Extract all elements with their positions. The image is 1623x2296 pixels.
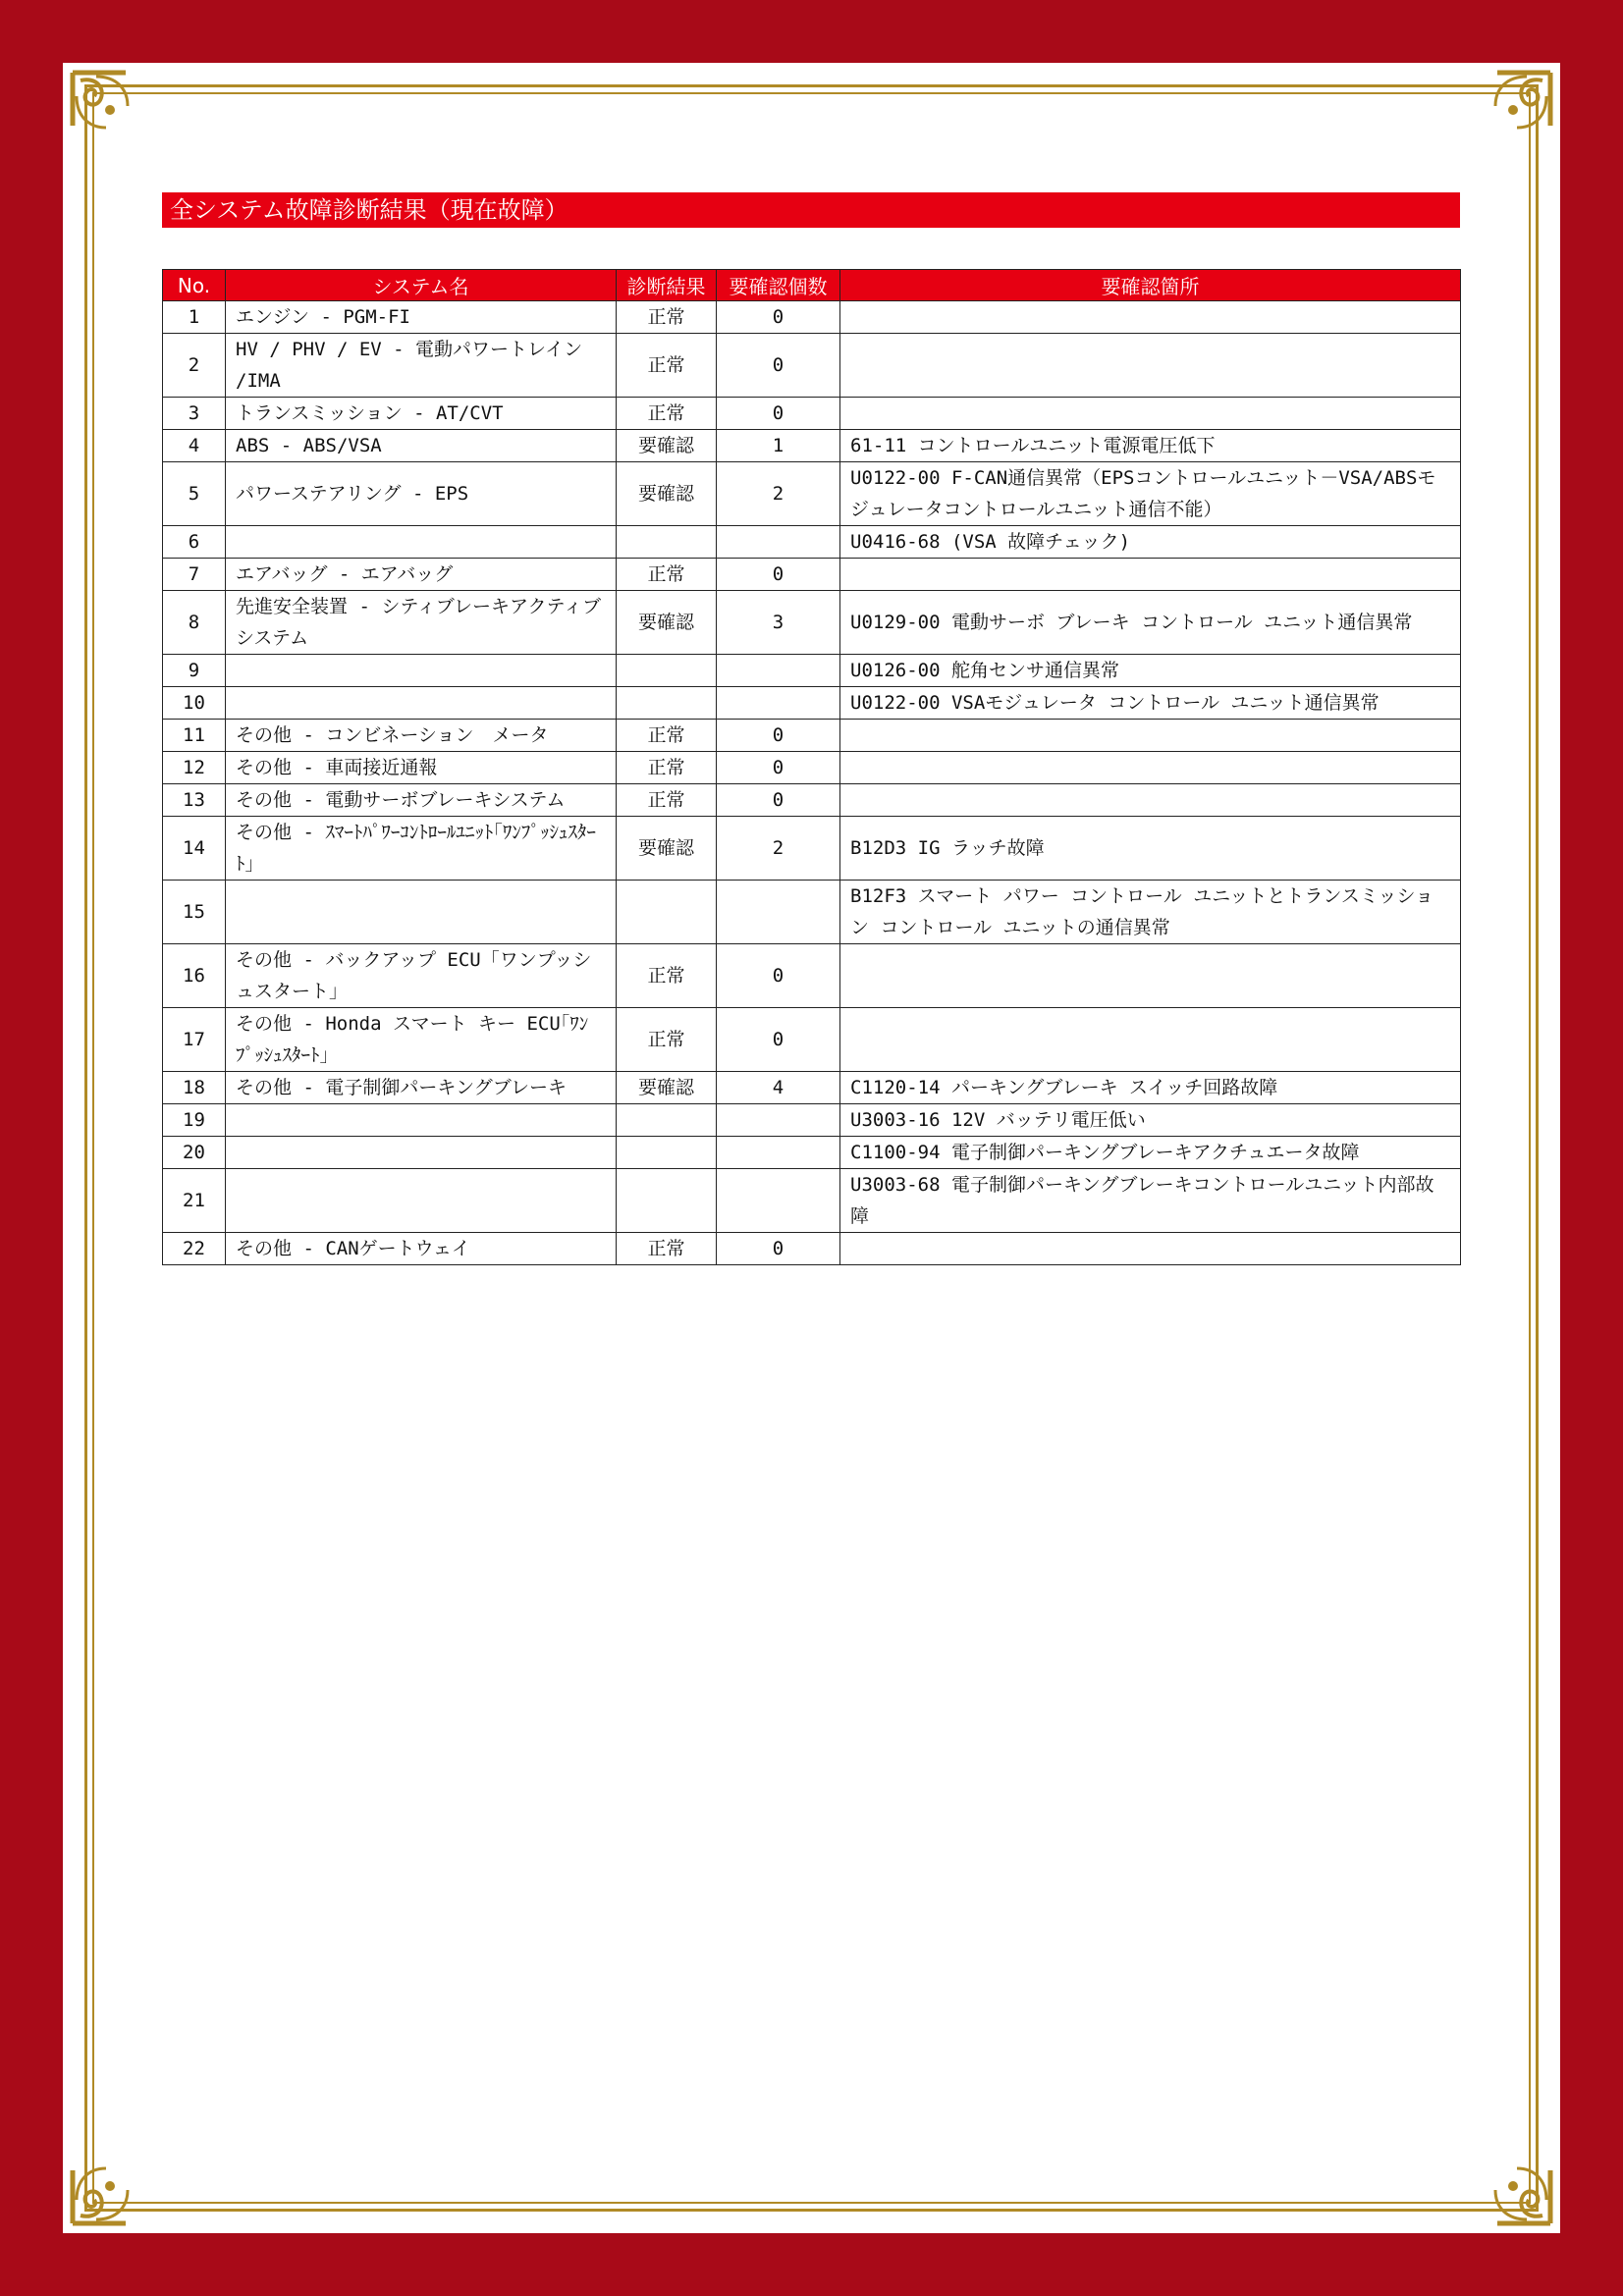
cell-system bbox=[226, 687, 617, 720]
cell-no: 14 bbox=[163, 817, 226, 881]
header-system: システム名 bbox=[226, 270, 617, 301]
header-no: No. bbox=[163, 270, 226, 301]
cell-result: 正常 bbox=[617, 301, 717, 334]
table-row bbox=[163, 817, 1461, 881]
cell-location bbox=[840, 334, 1461, 398]
cell-system: 先進安全装置 - シティブレーキアクティブシステム bbox=[226, 591, 617, 655]
cell-location: C1100-94 電子制御パーキングブレーキアクチュエータ故障 bbox=[840, 1137, 1461, 1169]
cell-system bbox=[226, 881, 617, 944]
cell-count: 2 bbox=[717, 817, 840, 881]
table-row bbox=[163, 1169, 1461, 1233]
cell-result: 要確認 bbox=[617, 817, 717, 881]
cell-count: 0 bbox=[717, 334, 840, 398]
cell-result: 要確認 bbox=[617, 1072, 717, 1104]
cell-result: 正常 bbox=[617, 784, 717, 817]
table-row bbox=[163, 1233, 1461, 1265]
cell-system: その他 - Honda スマート キー ECU｢ﾜﾝﾌﾟｯｼｭｽﾀｰﾄ｣ bbox=[226, 1008, 617, 1072]
cell-result: 正常 bbox=[617, 334, 717, 398]
cell-location: B12D3 IG ラッチ故障 bbox=[840, 817, 1461, 881]
cell-no: 9 bbox=[163, 655, 226, 687]
cell-location: U0126-00 舵角センサ通信異常 bbox=[840, 655, 1461, 687]
table-row bbox=[163, 720, 1461, 752]
corner-ornament-icon bbox=[1463, 2136, 1556, 2229]
cell-no: 22 bbox=[163, 1233, 226, 1265]
table-row bbox=[163, 526, 1461, 559]
cell-system: HV / PHV / EV - 電動パワートレイン /IMA bbox=[226, 334, 617, 398]
table-row bbox=[163, 881, 1461, 944]
diagnosis-table bbox=[162, 269, 1461, 1265]
cell-system: トランスミッション - AT/CVT bbox=[226, 398, 617, 430]
cell-no: 3 bbox=[163, 398, 226, 430]
corner-ornament-icon bbox=[1463, 67, 1556, 160]
cell-no: 11 bbox=[163, 720, 226, 752]
cell-result: 正常 bbox=[617, 720, 717, 752]
table-row bbox=[163, 1008, 1461, 1072]
table-row bbox=[163, 559, 1461, 591]
cell-no: 18 bbox=[163, 1072, 226, 1104]
cell-count bbox=[717, 655, 840, 687]
cell-count: 3 bbox=[717, 591, 840, 655]
cell-no: 4 bbox=[163, 430, 226, 462]
cell-no: 21 bbox=[163, 1169, 226, 1233]
cell-no: 5 bbox=[163, 462, 226, 526]
cell-system bbox=[226, 655, 617, 687]
cell-system: その他 - CANゲートウェイ bbox=[226, 1233, 617, 1265]
cell-system: エンジン - PGM-FI bbox=[226, 301, 617, 334]
cell-system bbox=[226, 526, 617, 559]
cell-system: その他 - 電子制御パーキングブレーキ bbox=[226, 1072, 617, 1104]
cell-count: 0 bbox=[717, 720, 840, 752]
cell-result bbox=[617, 1169, 717, 1233]
table-row bbox=[163, 944, 1461, 1008]
cell-system: エアバッグ - エアバッグ bbox=[226, 559, 617, 591]
cell-location: B12F3 スマート パワー コントロール ユニットとトランスミッション コントロール ユニットの通信異常 bbox=[840, 881, 1461, 944]
cell-result: 要確認 bbox=[617, 591, 717, 655]
cell-count bbox=[717, 1137, 840, 1169]
cell-no: 12 bbox=[163, 752, 226, 784]
cell-result: 正常 bbox=[617, 944, 717, 1008]
cell-no: 10 bbox=[163, 687, 226, 720]
cell-count: 0 bbox=[717, 784, 840, 817]
table-row bbox=[163, 1104, 1461, 1137]
cell-count bbox=[717, 1104, 840, 1137]
cell-count: 0 bbox=[717, 559, 840, 591]
header-count: 要確認個数 bbox=[717, 270, 840, 301]
cell-result: 正常 bbox=[617, 1008, 717, 1072]
cell-result: 正常 bbox=[617, 398, 717, 430]
cell-count bbox=[717, 881, 840, 944]
cell-system: ABS - ABS/VSA bbox=[226, 430, 617, 462]
cell-location: U3003-16 12V バッテリ電圧低い bbox=[840, 1104, 1461, 1137]
cell-location bbox=[840, 301, 1461, 334]
cell-location: U0416-68 (VSA 故障チェック) bbox=[840, 526, 1461, 559]
cell-result: 正常 bbox=[617, 559, 717, 591]
cell-system: その他 - コンビネーション メータ bbox=[226, 720, 617, 752]
table-row bbox=[163, 398, 1461, 430]
cell-location bbox=[840, 784, 1461, 817]
cell-result: 正常 bbox=[617, 1233, 717, 1265]
cell-result: 要確認 bbox=[617, 430, 717, 462]
cell-result bbox=[617, 526, 717, 559]
cell-location bbox=[840, 559, 1461, 591]
cell-location: 61-11 コントロールユニット電源電圧低下 bbox=[840, 430, 1461, 462]
cell-location bbox=[840, 720, 1461, 752]
table-row bbox=[163, 1072, 1461, 1104]
cell-result: 正常 bbox=[617, 752, 717, 784]
cell-location: U0122-00 F-CAN通信異常（EPSコントロールユニット－VSA/ABSモジュレータコントロールユニット通信不能） bbox=[840, 462, 1461, 526]
cell-result bbox=[617, 881, 717, 944]
cell-no: 1 bbox=[163, 301, 226, 334]
report-title: 全システム故障診断結果（現在故障） bbox=[162, 192, 1460, 228]
cell-count bbox=[717, 526, 840, 559]
cell-system: その他 - バックアップ ECU「ワンプッシュスタート」 bbox=[226, 944, 617, 1008]
cell-no: 20 bbox=[163, 1137, 226, 1169]
table-row bbox=[163, 591, 1461, 655]
table-row bbox=[163, 655, 1461, 687]
table-row bbox=[163, 784, 1461, 817]
cell-count bbox=[717, 687, 840, 720]
table-row bbox=[163, 301, 1461, 334]
cell-system: その他 - 車両接近通報 bbox=[226, 752, 617, 784]
cell-no: 13 bbox=[163, 784, 226, 817]
table-row bbox=[163, 462, 1461, 526]
corner-ornament-icon bbox=[67, 2136, 160, 2229]
table-row bbox=[163, 430, 1461, 462]
cell-count bbox=[717, 1169, 840, 1233]
cell-count: 0 bbox=[717, 398, 840, 430]
cell-system: その他 - ｽﾏｰﾄﾊﾟﾜｰｺﾝﾄﾛｰﾙﾕﾆｯﾄ｢ﾜﾝﾌﾟｯｼｭｽﾀｰﾄ｣ bbox=[226, 817, 617, 881]
cell-system: その他 - 電動サーボブレーキシステム bbox=[226, 784, 617, 817]
table-row bbox=[163, 334, 1461, 398]
cell-no: 19 bbox=[163, 1104, 226, 1137]
cell-count: 0 bbox=[717, 944, 840, 1008]
cell-result bbox=[617, 687, 717, 720]
cell-system bbox=[226, 1169, 617, 1233]
cell-count: 4 bbox=[717, 1072, 840, 1104]
cell-location: U0122-00 VSAモジュレータ コントロール ユニット通信異常 bbox=[840, 687, 1461, 720]
table-row bbox=[163, 752, 1461, 784]
table-row bbox=[163, 687, 1461, 720]
cell-system bbox=[226, 1104, 617, 1137]
cell-no: 8 bbox=[163, 591, 226, 655]
table-row bbox=[163, 1137, 1461, 1169]
cell-no: 2 bbox=[163, 334, 226, 398]
cell-result bbox=[617, 655, 717, 687]
cell-no: 6 bbox=[163, 526, 226, 559]
cell-location bbox=[840, 398, 1461, 430]
header-result: 診断結果 bbox=[617, 270, 717, 301]
cell-system bbox=[226, 1137, 617, 1169]
cell-location bbox=[840, 1233, 1461, 1265]
table-header-row bbox=[163, 270, 1461, 301]
report-sheet bbox=[63, 63, 1560, 2233]
cell-location: C1120-14 パーキングブレーキ スイッチ回路故障 bbox=[840, 1072, 1461, 1104]
cell-result bbox=[617, 1137, 717, 1169]
cell-count: 2 bbox=[717, 462, 840, 526]
cell-count: 0 bbox=[717, 301, 840, 334]
cell-location bbox=[840, 752, 1461, 784]
cell-result bbox=[617, 1104, 717, 1137]
cell-location bbox=[840, 1008, 1461, 1072]
cell-count: 0 bbox=[717, 752, 840, 784]
header-location: 要確認箇所 bbox=[840, 270, 1461, 301]
cell-location: U0129-00 電動サーボ ブレーキ コントロール ユニット通信異常 bbox=[840, 591, 1461, 655]
cell-location bbox=[840, 944, 1461, 1008]
cell-count: 0 bbox=[717, 1233, 840, 1265]
cell-result: 要確認 bbox=[617, 462, 717, 526]
cell-location: U3003-68 電子制御パーキングブレーキコントロールユニット内部故障 bbox=[840, 1169, 1461, 1233]
cell-no: 17 bbox=[163, 1008, 226, 1072]
corner-ornament-icon bbox=[67, 67, 160, 160]
cell-system: パワーステアリング - EPS bbox=[226, 462, 617, 526]
cell-count: 1 bbox=[717, 430, 840, 462]
cell-no: 16 bbox=[163, 944, 226, 1008]
cell-no: 15 bbox=[163, 881, 226, 944]
cell-no: 7 bbox=[163, 559, 226, 591]
cell-count: 0 bbox=[717, 1008, 840, 1072]
